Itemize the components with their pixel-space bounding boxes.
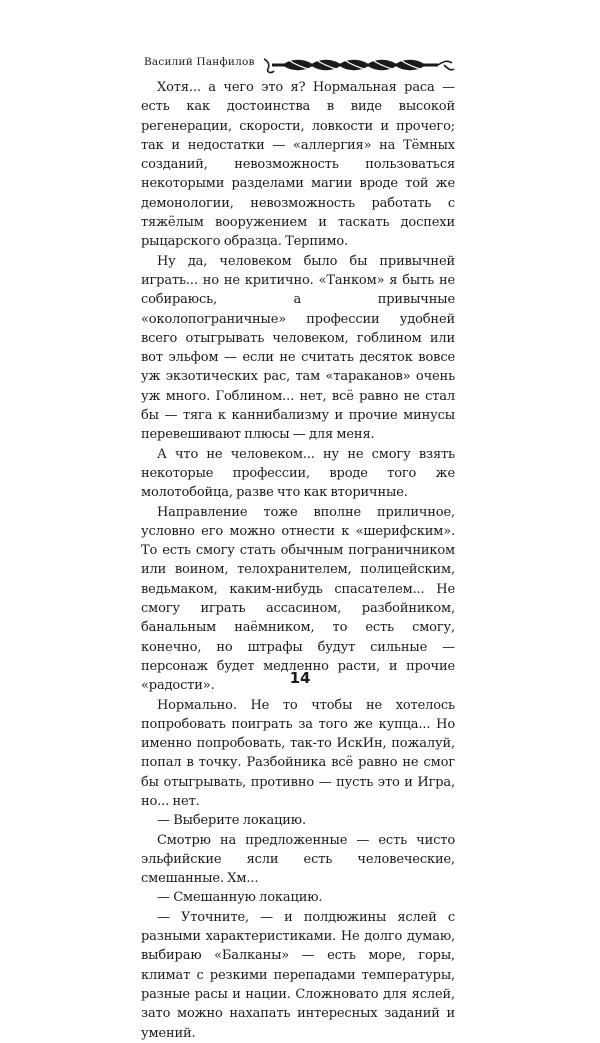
page-number: 14 bbox=[289, 669, 311, 687]
paragraph: Ну да, человеком было бы привычней играть... но не критично. «Танком» я быть не собираюсь, а привычные «околопограничные» профессии удобней всего отыгрывать человеком, гоблином или вот эльфом — если не считать десяток вовсе уж экзотических рас, там «тараканов» очень уж много. Гоблином... нет, всё равно не стал бы — тяга к каннибализму и прочие минусы перевешивают плюсы — для меня. bbox=[141, 253, 455, 443]
paragraph: Смотрю на предложенные — есть чисто эльфийские ясли есть человеческие, смешанные. Хм... bbox=[141, 832, 455, 887]
paragraph: А что не человеком... ну не смогу взять некоторые профессии, вроде того же молотобойца, разве что как вторичные. bbox=[141, 446, 455, 501]
paragraph: Нормально. Не то чтобы не хотелось попробовать поиграть за того же купца... Но именно попробовать, так-то ИскИн, пожалуй, попал в точку. Разбойника всё равно не смог бы отыгрывать, противно — пусть это и Игра, но... нет. bbox=[141, 697, 455, 809]
dialogue-line: — Выберите локацию. bbox=[157, 813, 306, 829]
paragraph: — Уточните, — и полдюжины яслей с разными характеристиками. Не долго думаю, выбираю «Балканы» — есть море, горы, климат с резкими перепадами температуры, разные расы и нации. Сложновато для яслей, зато можно нахапать интересных заданий и умений. bbox=[141, 909, 455, 1041]
running-head-author: Василий Панфилов bbox=[144, 56, 255, 68]
twisted-rope-ornament bbox=[262, 55, 456, 77]
paragraph: Направление тоже вполне приличное, условно его можно отнести к «шерифским». То есть смогу стать обычным пограничником или воином, телохранителем, полицейским, ведьмаком, каким-нибудь спасателем... Не смогу играть ассасином, разбойником, банальным наёмником, то есть смогу, конечно, но штрафы будут сильные — персонаж будет медленно расти, и прочие «радости». bbox=[141, 504, 455, 694]
paragraph: Хотя... а чего это я? Нормальная раса — есть как достоинства в виде высокой регенерации, скорости, ловкости и прочего; так и недостатки — «аллергия» на Тёмных созданий, невозможность пользоваться некоторыми разделами магии вроде той же демонологии, невозможность работать с тяжёлым вооружением и таскать доспехи рыцарского образца. Терпимо. bbox=[141, 80, 455, 250]
body-text bbox=[141, 78, 455, 1043]
dialogue-line: — Смешанную локацию. bbox=[157, 890, 323, 906]
